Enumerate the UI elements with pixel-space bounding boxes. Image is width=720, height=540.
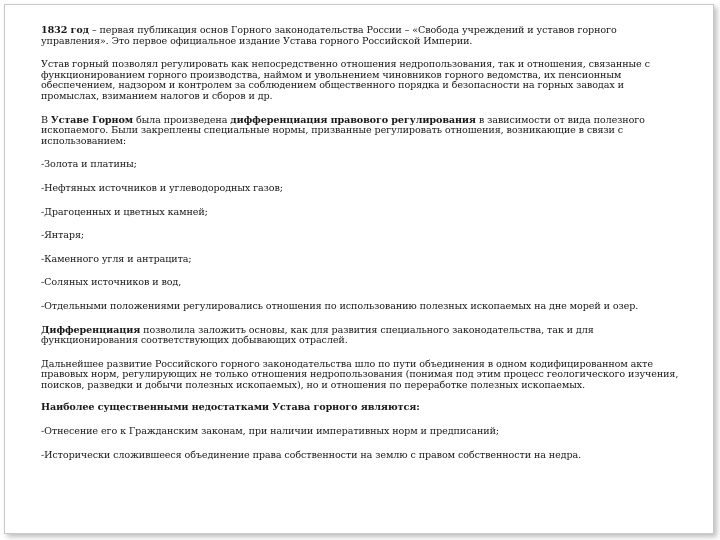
list-item-salt: -Соляных источников и вод, (41, 277, 182, 289)
list-item-gold: -Золота и платины; (41, 159, 137, 171)
paragraph-1832-text: – первая публикация основ Горного законодательства России – «Свобода учреждений и уставов горного управления». Это первое официальное издание Устава горного Российской Империи. (41, 25, 617, 47)
shortcomings-heading: Наиболее существенными недостатками Устава горного являются: (41, 402, 420, 414)
paragraph-ustav-scope: Устав горный позволял регулировать как непосредственно отношения недропользования, так и отношения, связанные с функционированием горного производства, наймом и увольнением чиновников горного ведомства, их пенсионным обеспечением, надзором и контролем за соблюдением общественного порядка и безопасности на горных заводах и промыслах, взиманием налогов и сборов и др. (41, 59, 650, 102)
list-item-coal: -Каменного угля и антрацита; (41, 253, 192, 265)
slide-content (41, 26, 681, 474)
list-item-oil: -Нефтяных источников и углеводородных газов; (41, 182, 283, 194)
diff-prefix: В (41, 114, 51, 126)
diff-result-text: позволила заложить основы, как для развития специального законодательства, так и для функционирования соответствующих добывающих отраслей. (41, 324, 594, 347)
paragraph-1832 (41, 26, 681, 47)
paragraph-diff-result (41, 326, 681, 347)
list-item-gems: -Драгоценных и цветных камней; (41, 206, 208, 218)
list-item-seabed: -Отдельными положениями регулировались отношения по использованию полезных ископаемых на дне морей и озер. (41, 300, 639, 312)
diff-middle: была произведена (133, 114, 231, 126)
year-label: 1832 год (41, 25, 89, 36)
diff-suffix: в зависимости от вида полезного ископаемого. Были закреплены специальные нормы, призванные регулировать отношения, возникающие в связи с использованием: (41, 114, 645, 147)
diff-term: дифференциация правового регулирования (230, 114, 476, 126)
ustav-term: Уставе Горном (50, 114, 133, 126)
paragraph-further-development: Дальнейшее развитие Российского горного законодательства шло по пути объединения в одном кодифицированном акте правовых норм, регулирующих не только отношения недропользования (понимая под этим процесс геологического изучения, поисков, разведки и добычи полезных ископаемых), но и отношения по переработке полезных ископаемых. (41, 358, 679, 391)
list-item-ownership: -Исторически сложившееся объединение права собственности на землю с правом собственности на недра. (41, 449, 582, 461)
list-item-civil-laws: -Отнесение его к Гражданским законам, при наличии императивных норм и предписаний; (41, 426, 499, 438)
paragraph-differentiation (41, 116, 681, 148)
list-item-amber: -Янтаря; (41, 230, 85, 242)
diff-result-term: Дифференциация (41, 324, 141, 336)
